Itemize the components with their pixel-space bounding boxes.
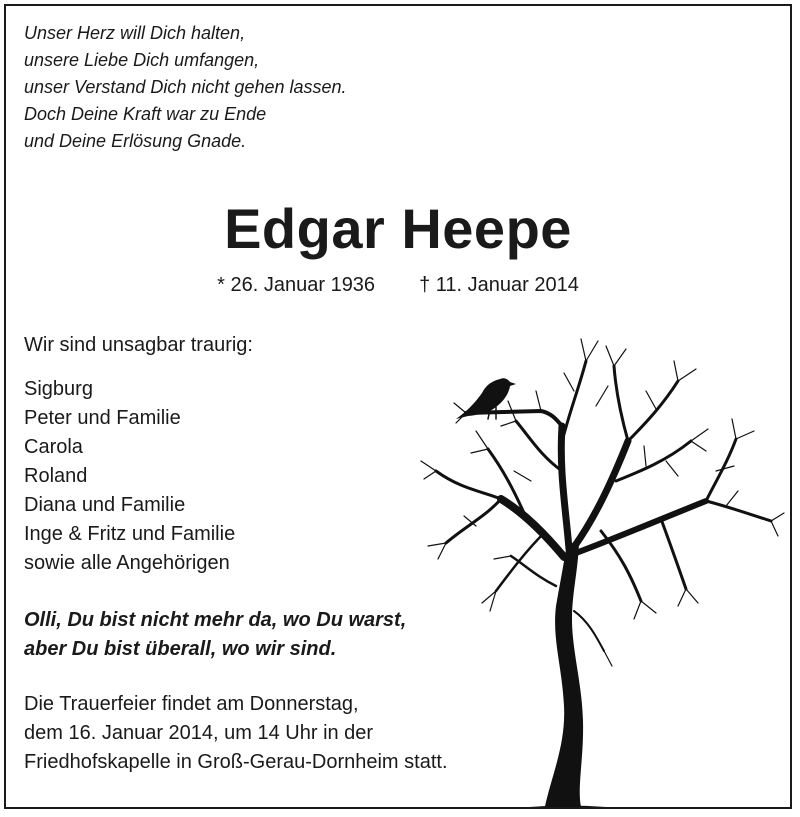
birth-date: * 26. Januar 1936	[217, 274, 376, 296]
poem-line: Doch Deine Kraft war zu Ende	[24, 104, 267, 124]
deceased-name: Edgar Heepe	[224, 197, 572, 260]
poem-line: unser Verstand Dich nicht gehen lassen.	[24, 77, 347, 97]
mourner-name: Roland	[24, 465, 88, 487]
poem	[24, 20, 347, 155]
poem-line: unsere Liebe Dich umfangen,	[24, 50, 260, 70]
mourners-intro: Wir sind unsagbar traurig:	[24, 334, 253, 356]
mourner-name: sowie alle Angehörigen	[24, 552, 230, 574]
poem-line: Unser Herz will Dich halten,	[24, 23, 246, 43]
funeral-line: Die Trauerfeier findet am Donnerstag,	[24, 693, 359, 715]
mourner-name: Diana und Familie	[24, 494, 186, 516]
memorial-quote	[24, 606, 406, 664]
bare-tree-with-crow-icon	[416, 321, 788, 809]
life-dates	[6, 274, 790, 297]
quote-line: Olli, Du bist nicht mehr da, wo Du warst,	[24, 609, 407, 631]
death-date: † 11. Januar 2014	[419, 274, 579, 296]
mourners-list	[24, 375, 235, 578]
obituary-notice	[4, 4, 792, 809]
mourner-name: Peter und Familie	[24, 407, 181, 429]
funeral-line: Friedhofskapelle in Groß-Gerau-Dornheim statt.	[24, 751, 448, 773]
mourner-name: Inge & Fritz und Familie	[24, 523, 236, 545]
mourner-name: Sigburg	[24, 378, 93, 400]
mourner-name: Carola	[24, 436, 83, 458]
poem-line: und Deine Erlösung Gnade.	[24, 131, 247, 151]
quote-line: aber Du bist überall, wo wir sind.	[24, 638, 337, 660]
funeral-info	[24, 690, 448, 777]
funeral-line: dem 16. Januar 2014, um 14 Uhr in der	[24, 722, 374, 744]
